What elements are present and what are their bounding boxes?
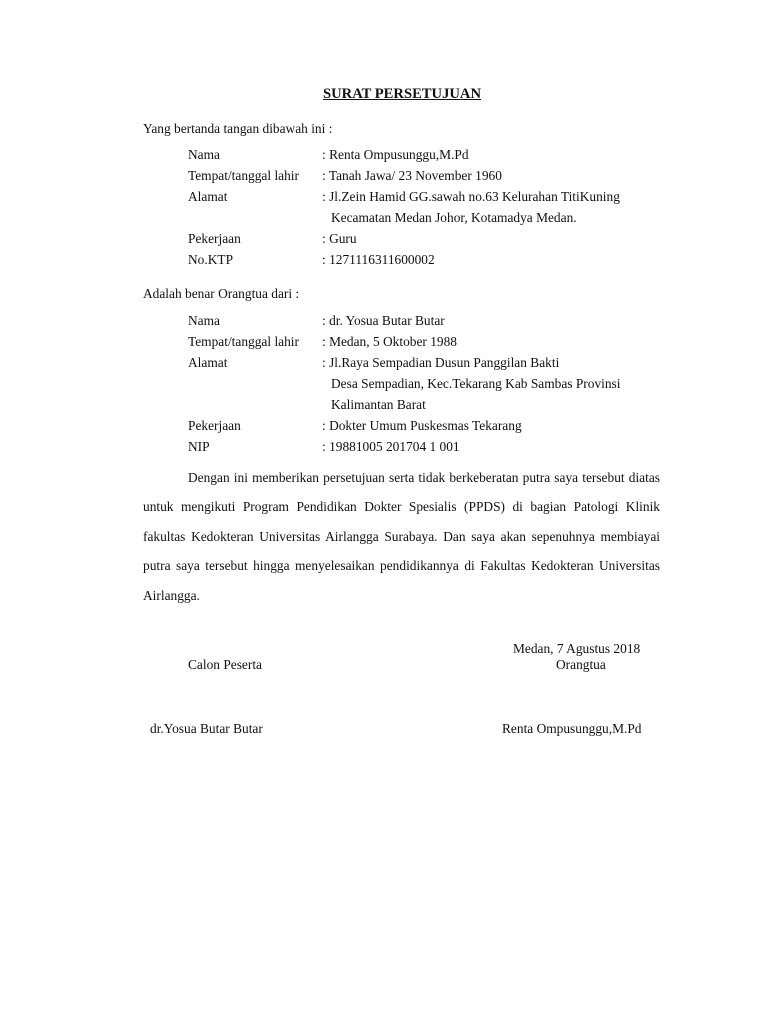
child-address-cont-2: Kalimantan Barat [331, 397, 426, 412]
place-date: Medan, 7 Agustus 2018 [513, 641, 641, 656]
child-job-value: : Dokter Umum Puskesmas Tekarang [322, 418, 522, 433]
parent-birth-value: : Tanah Jawa/ 23 November 1960 [322, 168, 502, 183]
parent-address-cont: Kecamatan Medan Johor, Kotamadya Medan. [331, 210, 577, 225]
child-job-label: Pekerjaan [188, 418, 241, 433]
left-signatory-name: dr.Yosua Butar Butar [150, 721, 263, 736]
parent-name-value: : Renta Ompusunggu,M.Pd [322, 147, 469, 162]
letter-title: SURAT PERSETUJUAN [323, 86, 481, 102]
parent-birth-label: Tempat/tanggal lahir [188, 168, 299, 183]
child-name-value: : dr. Yosua Butar Butar [322, 313, 445, 328]
child-address-cont-1: Desa Sempadian, Kec.Tekarang Kab Sambas Provinsi [331, 376, 621, 391]
parent-ktp-value: : 1271116311600002 [322, 252, 435, 267]
parent-name-label: Nama [188, 147, 220, 162]
consent-paragraph [143, 463, 660, 610]
child-name-label: Nama [188, 313, 220, 328]
right-role: Orangtua [556, 657, 606, 672]
parent-address-label: Alamat [188, 189, 228, 204]
child-nip-value: : 19881005 201704 1 001 [322, 439, 460, 454]
child-birth-label: Tempat/tanggal lahir [188, 334, 299, 349]
intro-text: Yang bertanda tangan dibawah ini : [143, 121, 333, 136]
child-nip-label: NIP [188, 439, 210, 454]
child-address-label: Alamat [188, 355, 228, 370]
parent-job-value: : Guru [322, 231, 357, 246]
left-role: Calon Peserta [188, 657, 263, 672]
right-signatory-name: Renta Ompusunggu,M.Pd [502, 721, 642, 736]
consent-paragraph-text: Dengan ini memberikan persetujuan serta tidak berkeberatan putra saya tersebut diatas untuk mengikuti Program Pendidikan Dokter Spesialis (PPDS) di bagian Patologi Klinik fakultas Kedokteran Universitas Airlangga Surabaya. Dan saya akan sepenuhnya membiayai putra saya tersebut hingga menyelesaikan pendidikannya di Fakultas Kedokteran Universitas Airlangga. [143, 470, 660, 603]
child-birth-value: : Medan, 5 Oktober 1988 [322, 334, 457, 349]
parent-ktp-label: No.KTP [188, 252, 234, 267]
parent-address-value: : Jl.Zein Hamid GG.sawah no.63 Kelurahan TitiKuning [322, 189, 620, 204]
relation-text: Adalah benar Orangtua dari : [143, 286, 300, 301]
child-address-value: : Jl.Raya Sempadian Dusun Panggilan Bakti [322, 355, 560, 370]
parent-job-label: Pekerjaan [188, 231, 241, 246]
